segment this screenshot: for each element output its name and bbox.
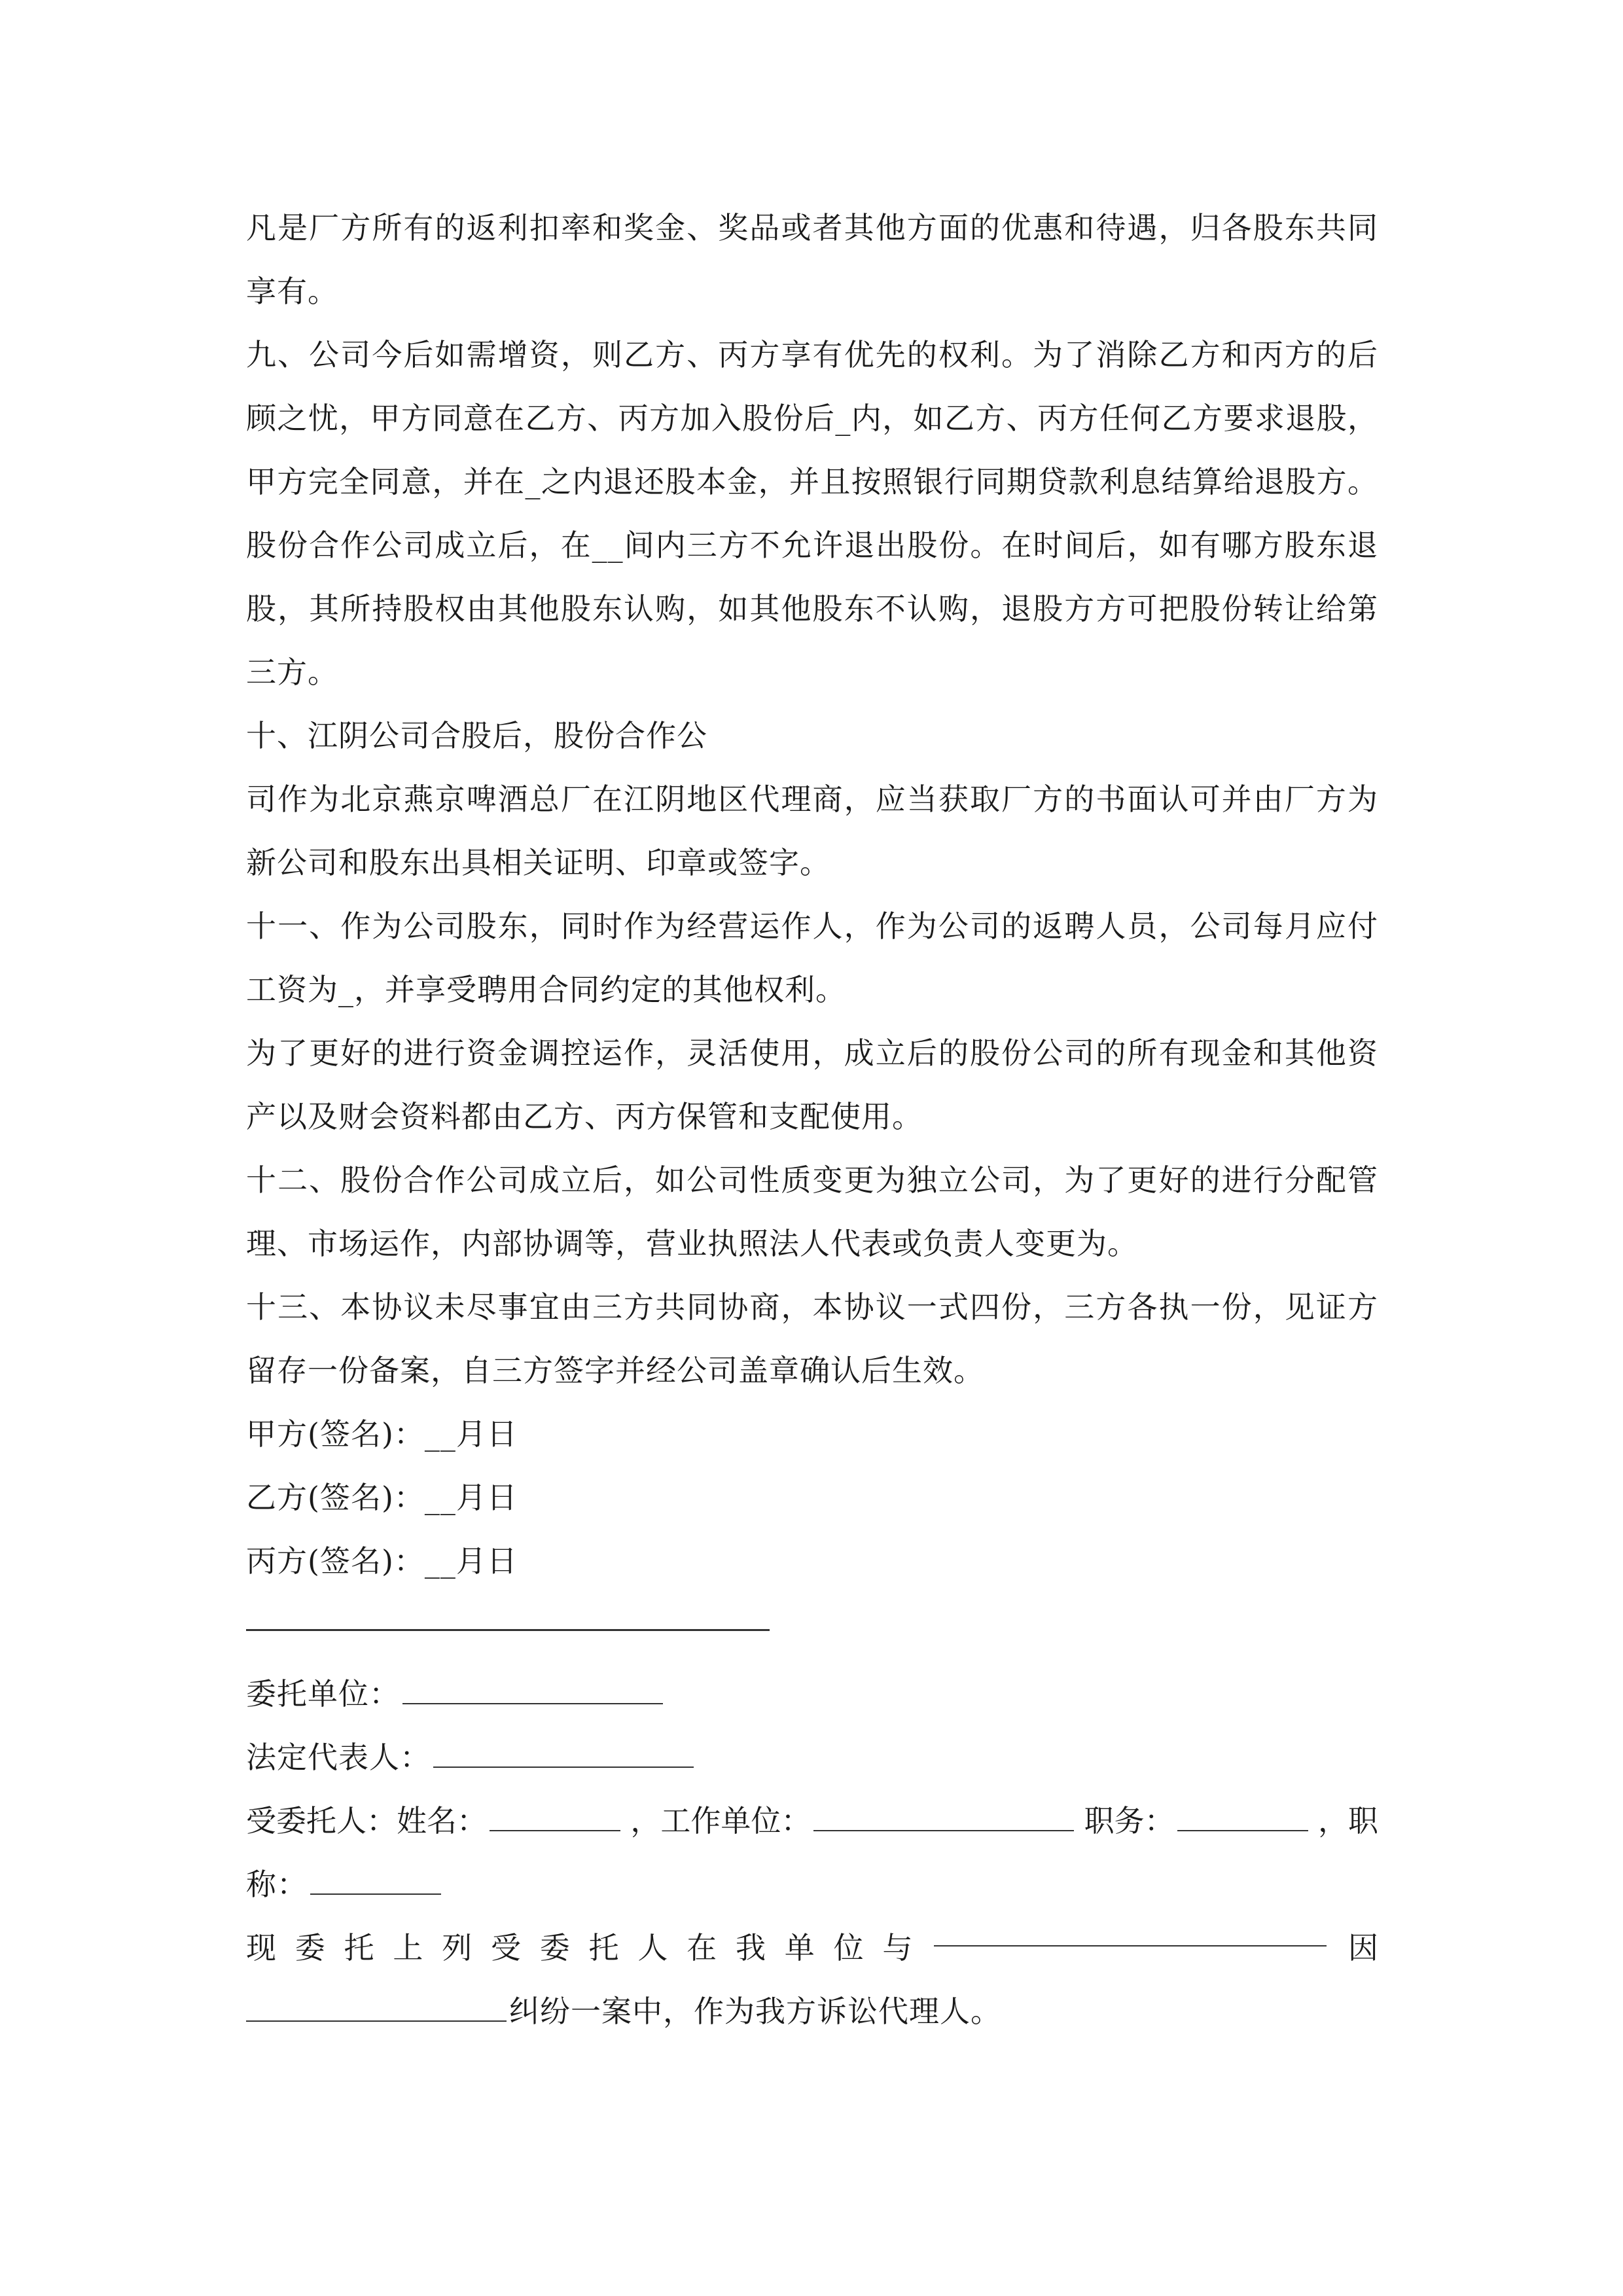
paragraph-rebates: 凡是厂方所有的返利扣率和奖金、奖品或者其他方面的优惠和待遇，归各股东共同享有。	[246, 210, 1378, 309]
agent-name-group	[246, 1789, 623, 1853]
agent-name-label: 受委托人：姓名：	[246, 1803, 487, 1839]
paragraph-clause-10-body: 司作为北京燕京啤酒总厂在江阴地区代理商，应当获取厂方的书面认可并由厂方为新公司和股东出具相关证明、印章或签字。	[246, 781, 1378, 880]
agent-title-label-b: 称：	[246, 1867, 308, 1902]
legal-representative-blank[interactable]	[433, 1738, 694, 1768]
entrusting-unit-row	[246, 1662, 666, 1726]
agent-work-label: ，工作单位：	[630, 1803, 812, 1839]
legal-representative-label: 法定代表人：	[246, 1740, 431, 1775]
agent-duty-label: 职务：	[1084, 1803, 1175, 1839]
agent-info-row	[246, 1789, 1378, 1853]
paragraph-clause-12: 十二、股份合作公司成立后，如公司性质变更为独立公司，为了更好的进行分配管理、市场运作，内部协调等，营业执照法人代表或负责人变更为。	[246, 1162, 1378, 1261]
legal-representative-row	[246, 1726, 696, 1789]
entrust-char: 位	[833, 1930, 864, 1965]
agent-title-row	[246, 1853, 444, 1916]
entrust-statement-row	[246, 1916, 1378, 1980]
entrust-char: 上	[393, 1930, 423, 1965]
agent-work-group	[630, 1789, 1077, 1853]
dispute-row	[246, 1980, 1001, 2043]
entrust-char: 现	[246, 1930, 276, 1965]
entrust-char: 我	[735, 1930, 766, 1965]
entrust-char: 托	[344, 1930, 374, 1965]
entrust-char: 在	[687, 1930, 717, 1965]
entrust-char: 委	[294, 1930, 325, 1965]
agent-duty-group	[1084, 1789, 1311, 1853]
counterparty-blank[interactable]	[934, 1916, 1327, 1946]
entrust-char: 单	[784, 1930, 815, 1965]
entrust-char: 列	[442, 1930, 473, 1965]
separator-line	[246, 1629, 770, 1631]
entrust-char: 委	[539, 1930, 570, 1965]
paragraph-clause-10-head: 十、江阴公司合股后，股份合作公	[246, 718, 707, 753]
entrust-char: 受	[490, 1930, 521, 1965]
signature-party-a: 甲方(签名)：__月日	[246, 1416, 518, 1452]
entrust-char: 与	[882, 1930, 913, 1965]
paragraph-funds-control: 为了更好的进行资金调控运作，灵活使用，成立后的股份公司的所有现金和其他资产以及财会资料都由乙方、丙方保管和支配使用。	[246, 1035, 1378, 1134]
paragraph-clause-9: 九、公司今后如需增资，则乙方、丙方享有优先的权利。为了消除乙方和丙方的后顾之忧，甲方同意在乙方、丙方加入股份后_内，如乙方、丙方任何乙方要求退股，甲方完全同意，并在_之内退还股本金，并且按照银行同期贷款利息结算给退股方。股份合作公司成立后，在__间内三方不允许退出股份。在时间后，如有哪方股东退股，其所持股权由其他股东认购，如其他股东不认购，退股方方可把股份转让给第三方。	[246, 337, 1378, 690]
because-char: 因	[1347, 1930, 1378, 1965]
dispute-cause-blank[interactable]	[246, 1992, 507, 2022]
agent-name-blank[interactable]	[490, 1801, 620, 1831]
entrusting-unit-label: 委托单位：	[246, 1676, 400, 1712]
entrusting-unit-blank[interactable]	[402, 1674, 663, 1704]
paragraph-clause-13: 十三、本协议未尽事宜由三方共同协商，本协议一式四份，三方各执一份，见证方留存一份备案，自三方签字并经公司盖章确认后生效。	[246, 1289, 1378, 1388]
entrust-char: 托	[588, 1930, 619, 1965]
agent-title-label-a: ，职	[1317, 1803, 1378, 1839]
agent-work-blank[interactable]	[813, 1801, 1074, 1831]
signature-party-b: 乙方(签名)：__月日	[246, 1480, 518, 1515]
signature-party-c: 丙方(签名)：__月日	[246, 1543, 518, 1579]
entrust-char: 人	[637, 1930, 668, 1965]
dispute-text: 纠纷一案中，作为我方诉讼代理人。	[509, 1994, 1001, 2029]
paragraph-clause-11: 十一、作为公司股东，同时作为经营运作人，作为公司的返聘人员，公司每月应付工资为_，并享受聘用合同约定的其他权利。	[246, 908, 1378, 1007]
agent-title-blank[interactable]	[310, 1865, 441, 1895]
agent-duty-blank[interactable]	[1177, 1801, 1308, 1831]
